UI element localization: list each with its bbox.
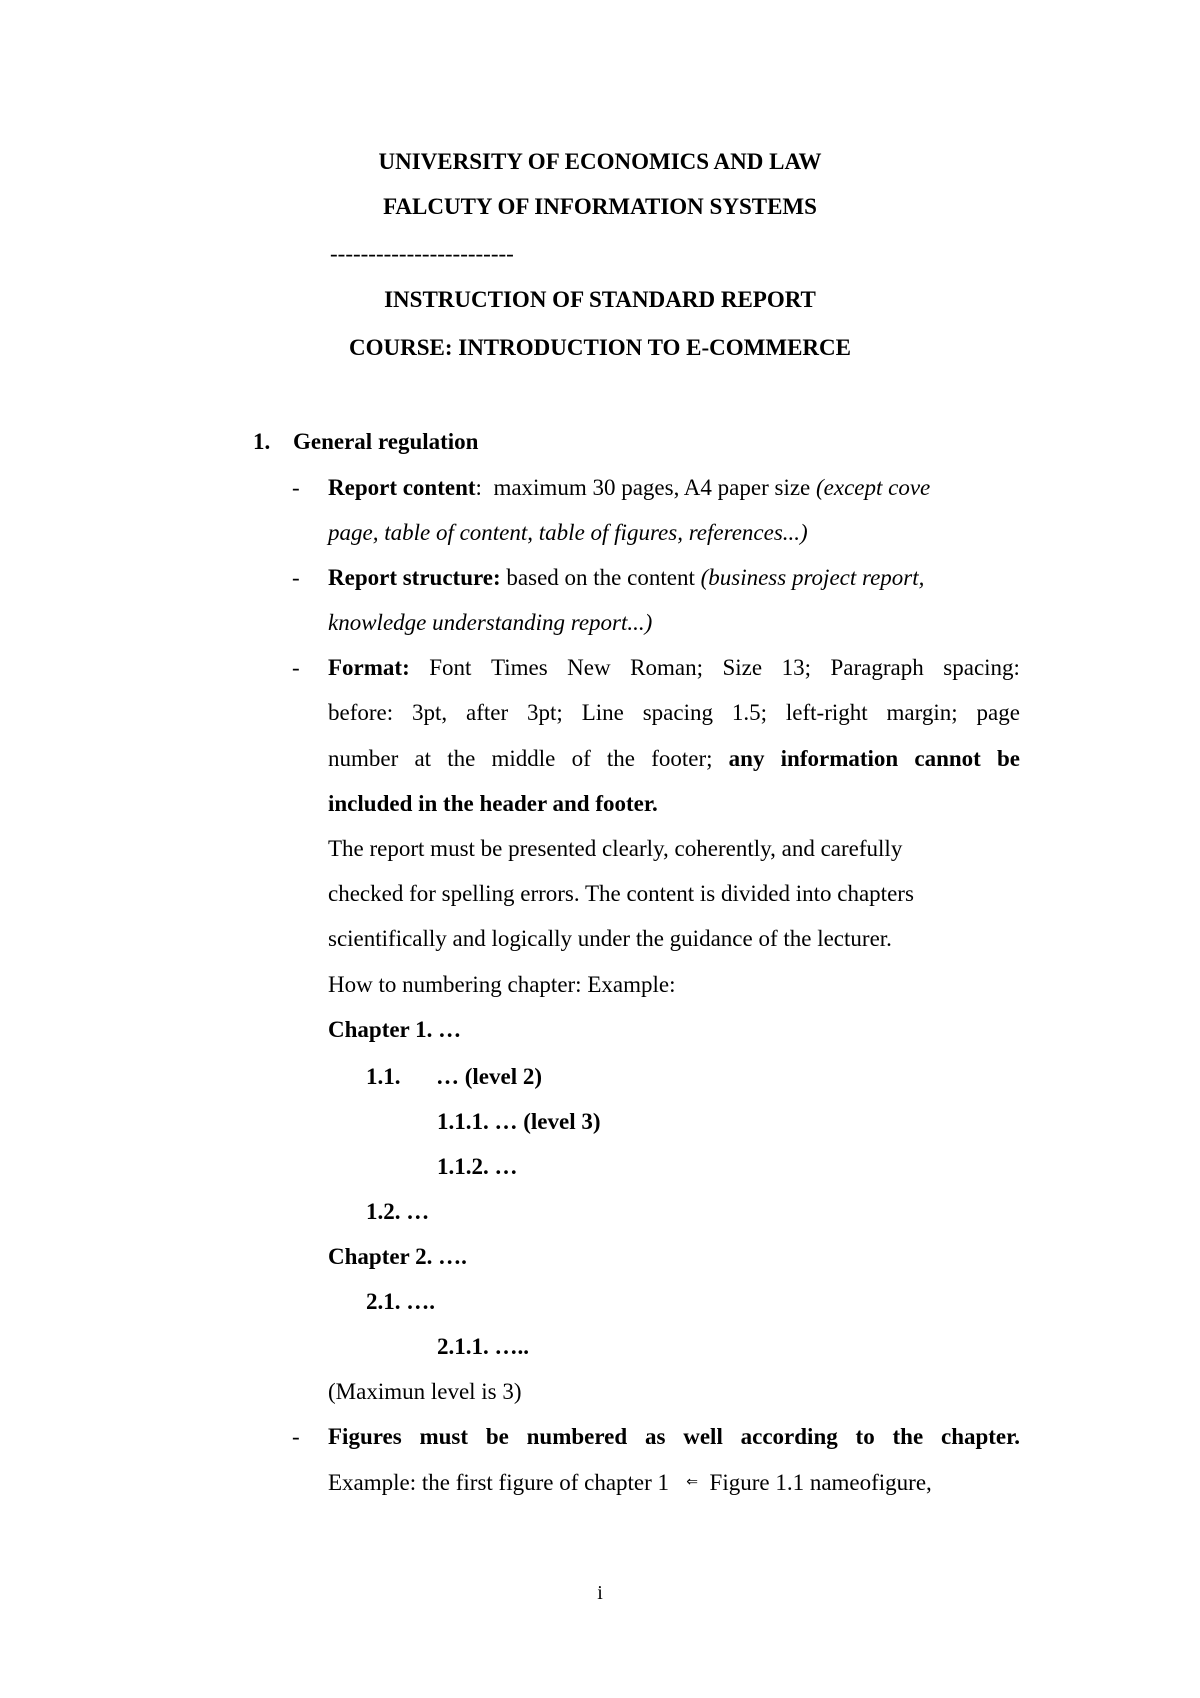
document-title: INSTRUCTION OF STANDARD REPORT — [384, 287, 816, 312]
paragraph-line-3: scientifically and logically under the guidance of the lecturer. — [328, 926, 892, 951]
format-word: spacing: — [943, 655, 1020, 680]
example-2-1: 2.1. …. — [366, 1289, 435, 1314]
section-number: 1. — [253, 429, 271, 454]
section-heading: General regulation — [293, 429, 479, 454]
format-word: spacing — [642, 700, 713, 725]
course-title: COURSE: INTRODUCTION TO E-COMMERCE — [348, 335, 851, 360]
report-content-note: (except cove — [816, 475, 931, 500]
figures-rule-word: numbered — [526, 1424, 628, 1449]
example-2-1-1: 2.1.1. ….. — [437, 1334, 529, 1359]
arrow-icon: ⇐ — [686, 1475, 699, 1490]
bullet-dash: - — [292, 565, 300, 590]
format-line-4: included in the header and footer. — [328, 791, 658, 816]
university-name: UNIVERSITY OF ECONOMICS AND LAW — [378, 149, 822, 174]
figures-example-name: Figure 1.1 nameofigure, — [709, 1470, 932, 1495]
figures-rule-word: as — [644, 1424, 666, 1449]
format-line-1 — [328, 654, 1020, 682]
format-label: Format: — [328, 655, 410, 680]
format-bold-word: information — [780, 746, 899, 771]
example-1-1-1: 1.1.1. … (level 3) — [437, 1109, 601, 1134]
format-word: after — [466, 700, 509, 725]
format-line-2 — [328, 699, 1020, 727]
format-bold-word: any — [728, 746, 765, 771]
format-word: 3pt, — [412, 700, 448, 725]
format-word: at — [414, 746, 432, 771]
numbering-intro: How to numbering chapter: Example: — [328, 972, 676, 997]
format-word: 3pt; — [527, 700, 563, 725]
example-chapter-1: Chapter 1. … — [328, 1017, 462, 1042]
report-structure-note-cont — [328, 609, 652, 637]
report-structure-text: based on the content — [506, 565, 695, 590]
figures-rule-word: well — [683, 1424, 723, 1449]
figures-rule-word: to — [855, 1424, 875, 1449]
format-word: middle — [491, 746, 556, 771]
format-bold-word: cannot — [914, 746, 981, 771]
report-content-line — [328, 474, 930, 502]
figures-example-text: Example: the first figure of chapter 1 — [328, 1470, 670, 1495]
divider-line: ------------------------ — [330, 241, 514, 266]
format-word: the — [606, 746, 636, 771]
paragraph-line-1: The report must be presented clearly, coherently, and carefully — [328, 836, 903, 861]
format-word: Times — [490, 655, 548, 680]
report-structure-note: (business project report, — [700, 565, 925, 590]
bullet-dash: - — [292, 655, 300, 680]
report-structure-note-2: knowledge understanding report...) — [328, 610, 653, 635]
format-bold-word: be — [997, 746, 1020, 771]
format-word: New — [567, 655, 611, 680]
format-word: Roman; — [630, 655, 703, 680]
faculty-name: FALCUTY OF INFORMATION SYSTEMS — [383, 194, 817, 219]
format-word: left-right — [785, 700, 868, 725]
format-word: before: — [328, 700, 394, 725]
format-word: the — [447, 746, 476, 771]
format-word: 1.5; — [731, 700, 768, 725]
figures-example-line — [328, 1469, 932, 1497]
figures-rule-word: be — [485, 1424, 509, 1449]
example-1-2: 1.2. … — [366, 1199, 430, 1224]
report-structure-line — [328, 564, 924, 592]
figures-rule-word: chapter. — [940, 1424, 1020, 1449]
format-line-3 — [328, 745, 1020, 773]
example-chapter-2: Chapter 2. …. — [328, 1244, 467, 1269]
paragraph-line-2: checked for spelling errors. The content is divided into chapters — [328, 881, 914, 906]
bullet-dash: - — [292, 475, 300, 500]
report-content-colon: : — [475, 475, 482, 500]
report-structure-label: Report structure: — [328, 565, 501, 590]
example-1-1-text: … (level 2) — [436, 1064, 543, 1089]
figures-rule-word: according — [740, 1424, 838, 1449]
report-content-note-cont — [328, 519, 808, 547]
format-word: footer; — [651, 746, 713, 771]
figures-rule-word: must — [419, 1424, 469, 1449]
format-word: page — [976, 700, 1020, 725]
figures-rule-line — [328, 1423, 1020, 1451]
max-level-note: (Maximun level is 3) — [328, 1379, 522, 1404]
bullet-dash: - — [292, 1424, 300, 1449]
format-word: Size — [722, 655, 763, 680]
format-word: Line — [581, 700, 624, 725]
report-content-label: Report content — [328, 475, 476, 500]
format-word: of — [571, 746, 591, 771]
report-content-note-2: page, table of content, table of figures, references...) — [328, 520, 808, 545]
figures-rule-word: the — [892, 1424, 924, 1449]
format-word: Font — [429, 655, 472, 680]
format-word: Paragraph — [830, 655, 924, 680]
example-1-1-2: 1.1.2. … — [437, 1154, 518, 1179]
report-content-text: maximum 30 pages, A4 paper size — [493, 475, 811, 500]
format-word: 13; — [781, 655, 811, 680]
page-number: i — [597, 1582, 603, 1604]
format-word: margin; — [886, 700, 958, 725]
format-word: number — [328, 746, 399, 771]
example-1-1-number: 1.1. — [366, 1064, 401, 1089]
figures-rule-word: Figures — [328, 1424, 402, 1449]
